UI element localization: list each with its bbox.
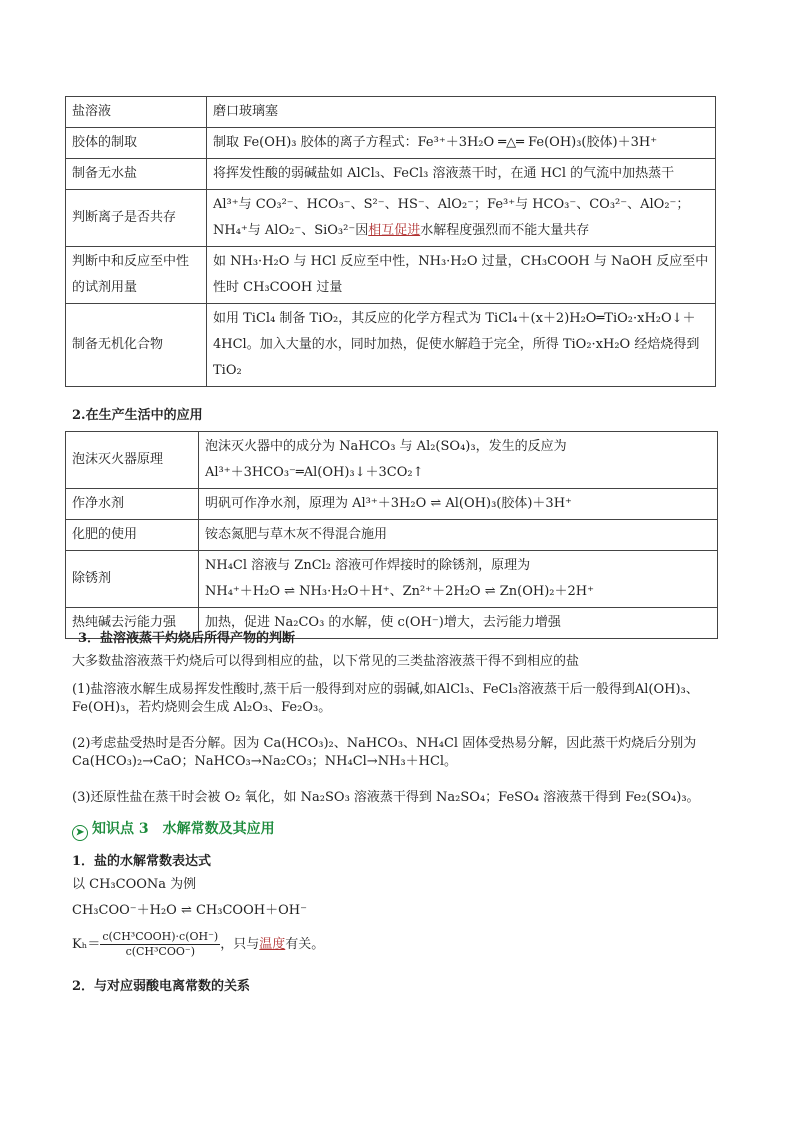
hydrolysis-applications-table: [65, 96, 716, 387]
row-value: 如用 TiCl₄ 制备 TiO₂，其反应的化学方程式为 TiCl₄＋(x＋2)H₂O═TiO₂·xH₂O↓＋4HCl。加入大量的水，同时加热，促使水解趋于完全，所得 TiO₂·xH₂O 经焙烧得到 TiO₂: [207, 304, 716, 387]
row-line: 泡沫灭火器中的成分为 NaHCO₃ 与 Al₂(SO₄)₃，发生的反应为: [205, 439, 567, 454]
row-label: 化肥的使用: [66, 520, 199, 551]
row-value: 加热，促进 Na₂CO₃ 的水解，使 c(OH⁻)增大，去污能力增强: [199, 608, 718, 639]
paragraph-1: (1)盐溶液水解生成易挥发性酸时,蒸干后一般得到对应的弱碱,如AlCl₃、FeCl₃溶液蒸干后一般得到Al(OH)₃、Fe(OH)₃，若灼烧则会生成 Al₂O₃、Fe₂O₃。: [72, 682, 699, 715]
example-line: 以 CH₃COONa 为例: [72, 877, 197, 892]
paragraph-3: (3)还原性盐在蒸干时会被 O₂ 氧化，如 Na₂SO₃ 溶液蒸干得到 Na₂SO₄；FeSO₄ 溶液蒸干得到 Fe₂(SO₄)₃。: [72, 790, 700, 805]
table-row: [66, 304, 716, 387]
row-line: NH₄Cl 溶液与 ZnCl₂ 溶液可作焊接时的除锈剂，原理为: [205, 558, 531, 573]
arrow-circle-icon: ➤: [72, 825, 88, 841]
table-row: [66, 190, 716, 247]
subheading-hydrolysis-constant: 1．盐的水解常数表达式: [72, 854, 212, 869]
row-value: [199, 432, 718, 489]
row-line: NH₄⁺＋H₂O ⇌ NH₃·H₂O＋H⁺、Zn²⁺＋2H₂O ⇌ Zn(OH)₂＋2H⁺: [205, 584, 594, 599]
table-row: [66, 97, 716, 128]
row-value: 磨口玻璃塞: [207, 97, 716, 128]
table-row: [66, 520, 718, 551]
subheading-ionization-relation: 2．与对应弱酸电离常数的关系: [72, 979, 251, 994]
row-value: 铵态氮肥与草木灰不得混合施用: [199, 520, 718, 551]
kh-tail: ，只与: [220, 937, 260, 952]
row-label: 制备无机化合物: [66, 304, 207, 387]
row-value-text: 水解程度强烈而不能大量共存: [420, 223, 590, 238]
table-row: [66, 128, 716, 159]
section-heading-2: 2.在生产生活中的应用: [72, 408, 203, 423]
production-applications-table: [65, 431, 718, 639]
row-line: Al³⁺＋3HCO₃⁻═Al(OH)₃↓＋3CO₂↑: [205, 465, 424, 480]
kh-denominator: c(CH³COO⁻): [125, 945, 195, 958]
row-label: 盐溶液: [66, 97, 207, 128]
kh-label: Kₕ＝: [72, 937, 101, 952]
row-value: 明矾可作净水剂，原理为 Al³⁺＋3H₂O ⇌ Al(OH)₃(胶体)＋3H⁺: [199, 489, 718, 520]
row-value: [199, 551, 718, 608]
knowledge-point-label: 知识点 3 水解常数及其应用: [92, 821, 275, 837]
section-heading-3: 3．盐溶液蒸干灼烧后所得产物的判断: [78, 631, 296, 646]
table-row: [66, 489, 718, 520]
row-label: 除锈剂: [66, 551, 199, 608]
paragraph-intro: 大多数盐溶液蒸干灼烧后可以得到相应的盐，以下常见的三类盐溶液蒸干得不到相应的盐: [72, 654, 580, 669]
kh-numerator: c(CH³COOH)·c(OH⁻): [102, 930, 219, 943]
row-label: 泡沫灭火器原理: [66, 432, 199, 489]
table-row: [66, 432, 718, 489]
row-label: 作净水剂: [66, 489, 199, 520]
table-row: [66, 159, 716, 190]
row-value-text: Al³⁺与 CO₃²⁻、HCO₃⁻、S²⁻、HS⁻、AlO₂⁻；Fe³⁺与 HCO₃⁻、CO₃²⁻、AlO₂⁻；NH₄⁺与 AlO₂⁻、SiO₃²⁻因: [213, 197, 690, 238]
table-row: [66, 247, 716, 304]
row-label: 制备无水盐: [66, 159, 207, 190]
row-value: [207, 190, 716, 247]
underlined-keyword: 温度: [259, 937, 286, 952]
row-label: 判断离子是否共存: [66, 190, 207, 247]
knowledge-point-title: [72, 818, 275, 841]
row-value: 将挥发性酸的弱碱盐如 AlCl₃、FeCl₃ 溶液蒸干时，在通 HCl 的气流中加热蒸干: [207, 159, 716, 190]
underlined-keyword: 相互促进: [368, 223, 421, 238]
row-value: 如 NH₃·H₂O 与 HCl 反应至中性，NH₃·H₂O 过量，CH₃COOH 与 NaOH 反应至中性时 CH₃COOH 过量: [207, 247, 716, 304]
row-value: 制取 Fe(OH)₃ 胶体的离子方程式：Fe³⁺＋3H₂O ═△═ Fe(OH)₃(胶体)＋3H⁺: [207, 128, 716, 159]
table-row: [66, 551, 718, 608]
kh-tail: 有关。: [285, 937, 325, 952]
row-label: 胶体的制取: [66, 128, 207, 159]
row-label: 热纯碱去污能力强: [66, 608, 199, 639]
equation-line: CH₃COO⁻＋H₂O ⇌ CH₃COOH＋OH⁻: [72, 903, 307, 918]
kh-formula: [72, 928, 732, 962]
paragraph-2: (2)考虑盐受热时是否分解。因为 Ca(HCO₃)₂、NaHCO₃、NH₄Cl 固体受热易分解，因此蒸干灼烧后分别为 Ca(HCO₃)₂→CaO；NaHCO₃→Na₂CO₃；NH₄Cl→NH₃＋HCl。: [72, 736, 697, 769]
kh-fraction: [100, 930, 220, 959]
row-label: 判断中和反应至中性的试剂用量: [66, 247, 207, 304]
